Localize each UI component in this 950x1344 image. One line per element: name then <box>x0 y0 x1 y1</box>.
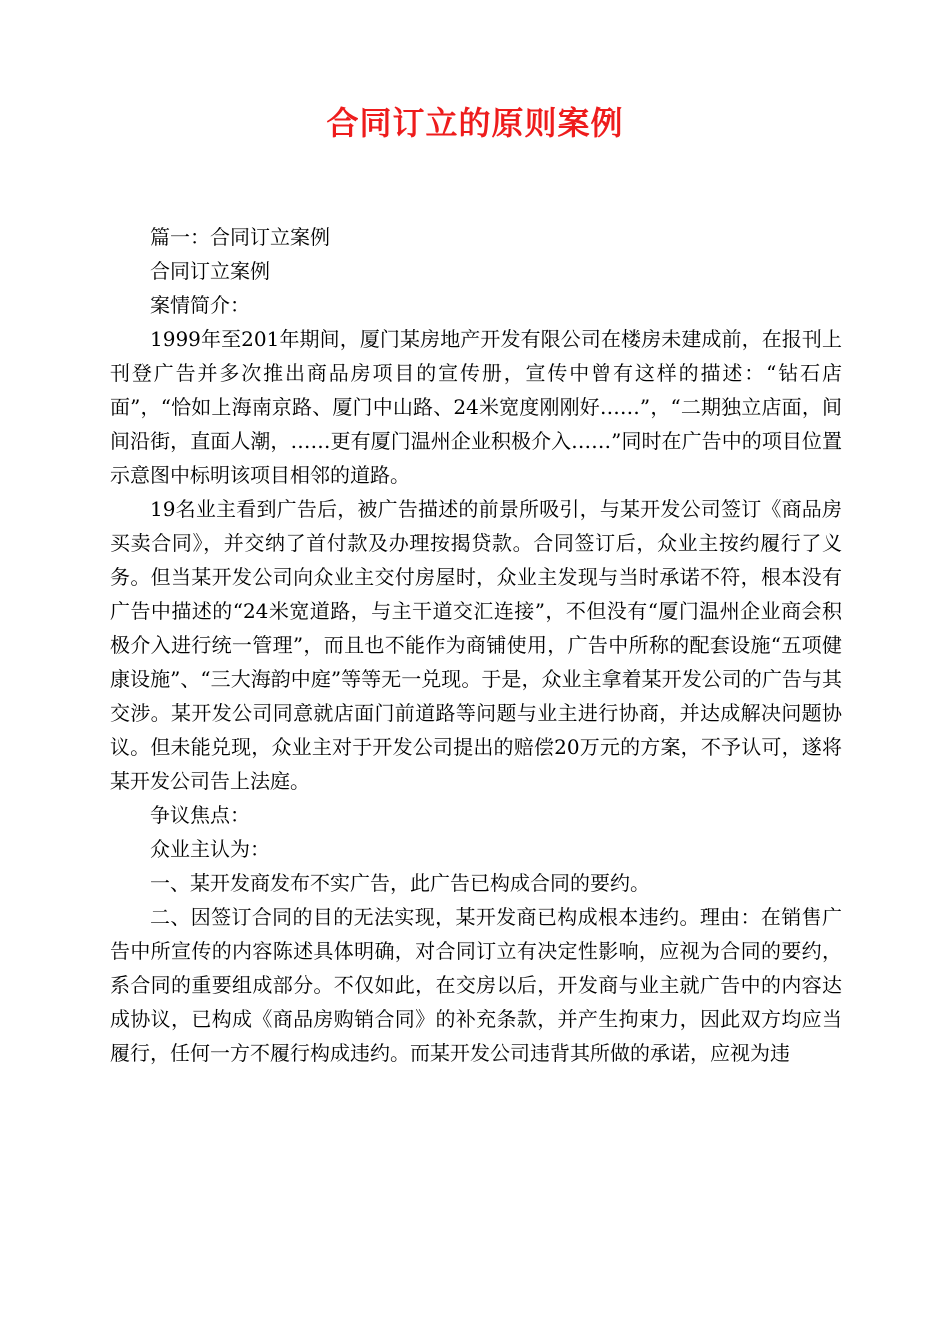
paragraph-dispute-label: 争议焦点： <box>150 803 250 827</box>
document-title: 合同订立的原则案例 <box>326 104 624 142</box>
paragraph-point-two: 二、因签订合同的目的无法实现，某开发商已构成根本违约。理由：在销售广告中所宣传的内容陈述具体明确，对合同订立有决定性影响，应视为合同的要约，系合同的重要组成部分。不仅如此，在交房以后，开发商与业主就广告中的内容达成协议，已构成《商品房购销合同》的补充条款，并产生拘束力，因此双方均应当履行，任何一方不履行构成违约。而某开发公司违背其所做的承诺，应视为违 <box>110 905 842 1065</box>
paragraph-case-intro-label: 案情简介： <box>150 293 250 317</box>
document-body <box>110 220 842 1070</box>
paragraph-case-details: 19名业主看到广告后，被广告描述的前景所吸引，与某开发公司签订《商品房买卖合同》，并交纳了首付款及办理按揭贷款。合同签订后，众业主按约履行了义务。但当某开发公司向众业主交付房屋时，众业主发现与当时承诺不符，根本没有广告中描述的“24米宽道路，与主干道交汇连接”，不但没有“厦门温州企业商会积极介入进行统一管理”，而且也不能作为商铺使用，广告中所称的配套设施“五项健康设施”、“三大海韵中庭”等等无一兑现。于是，众业主拿着某开发公司的广告与其交涉。某开发公司同意就店面门前道路等问题与业主进行协商，并达成解决问题协议。但未能兑现，众业主对于开发公司提出的赔偿20万元的方案，不予认可，遂将某开发公司告上法庭。 <box>110 497 842 793</box>
paragraph-section-heading: 篇一：合同订立案例 <box>150 225 330 249</box>
paragraph-owners-view-label: 众业主认为： <box>150 837 270 861</box>
paragraph-point-one: 一、某开发商发布不实广告，此广告已构成合同的要约。 <box>150 871 650 895</box>
paragraph-subheading: 合同订立案例 <box>150 259 270 283</box>
paragraph-case-background: 1999年至201年期间，厦门某房地产开发有限公司在楼房未建成前，在报刊上刊登广告并多次推出商品房项目的宣传册，宣传中曾有这样的描述：“钻石店面”，“恰如上海南京路、厦门中山路、24米宽度刚刚好……”，“二期独立店面，间间沿街，直面人潮，……更有厦门温州企业积极介入……”同时在广告中的项目位置示意图中标明该项目相邻的道路。 <box>110 327 842 487</box>
